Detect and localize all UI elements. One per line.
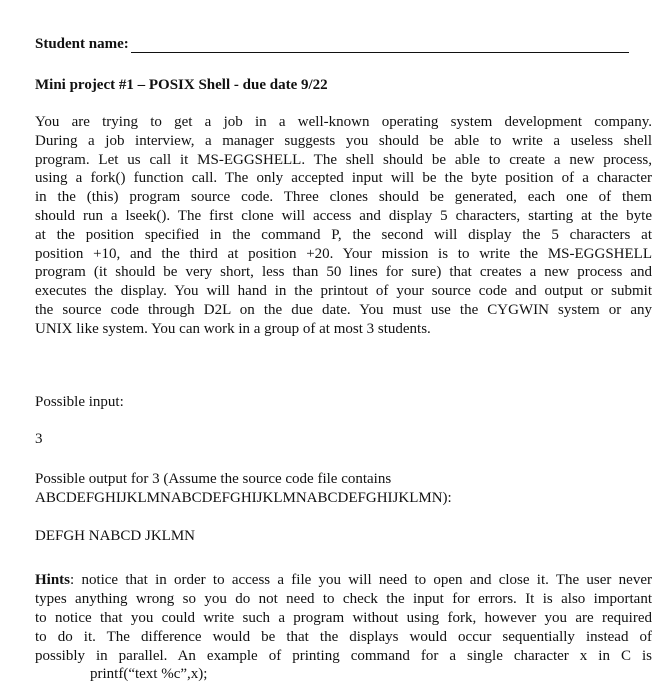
student-name-row — [35, 36, 629, 53]
description-line: should run a lseek(). The first clone will access and display 5 characters, starting at the byte — [35, 207, 652, 224]
description-line: program (it should be very short, less than 50 lines for sure) that creates a new process and — [35, 264, 652, 281]
description-line: the source code through D2L on the due date. You must use the CYGWIN system or any — [35, 301, 652, 318]
description-line: using a fork() function call. The only accepted input will be the byte position of a character — [35, 170, 652, 187]
hints-line: to do it. The difference would be that the displays would occur sequentially instead of — [35, 629, 652, 645]
description-line: During a job interview, a manager suggests you should be able to write a useless shell — [35, 132, 652, 149]
hints-line-text: : notice that in order to access a file you will need to open and close it. The user never — [70, 572, 652, 588]
description-line: position +10, and the third at position +20. Your mission is to write the MS-EGGSHELL — [35, 245, 652, 262]
description-paragraph — [35, 113, 652, 339]
student-name-label: Student name: — [35, 36, 129, 52]
possible-input-label: Possible input: — [35, 394, 124, 410]
printf-code-example: printf(“text %c”,x); — [90, 666, 208, 682]
hints-line — [35, 571, 652, 590]
project-title: Mini project #1 – POSIX Shell - due date 9/22 — [35, 77, 328, 93]
hints-paragraph — [35, 571, 652, 666]
description-line: executes the display. You will hand in the printout of your source code and output or submit — [35, 283, 652, 300]
description-line: UNIX like system. You can work in a group of at most 3 students. — [35, 320, 431, 337]
description-line: in the (this) program source code. Three clones should be generated, each one of them — [35, 189, 652, 206]
hints-line: possibly in parallel. An example of printing command for a single character x in C is — [35, 648, 652, 664]
possible-output-description — [35, 470, 652, 508]
description-line: program. Let us call it MS-EGGSHELL. The shell should be able to create a new process, — [35, 151, 652, 168]
description-line: at the position specified in the command P, the second will display the 5 characters at — [35, 226, 652, 243]
description-line: You are trying to get a job in a well-known operating system development company. — [35, 114, 652, 130]
possible-output-value: DEFGH NABCD JKLMN — [35, 528, 196, 544]
student-name-blank-line — [131, 39, 629, 53]
hints-line: types anything wrong so you do not need to check the input for errors. It is also important — [35, 591, 652, 607]
hints-label: Hints — [35, 572, 71, 588]
possible-input-value: 3 — [35, 431, 43, 447]
output-description-line: ABCDEFGHIJKLMNABCDEFGHIJKLMNABCDEFGHIJKLMN): — [35, 490, 452, 506]
hints-line: to notice that you could write such a program without using fork, however you are required — [35, 610, 652, 626]
output-description-line: Possible output for 3 (Assume the source code file contains — [35, 471, 392, 487]
